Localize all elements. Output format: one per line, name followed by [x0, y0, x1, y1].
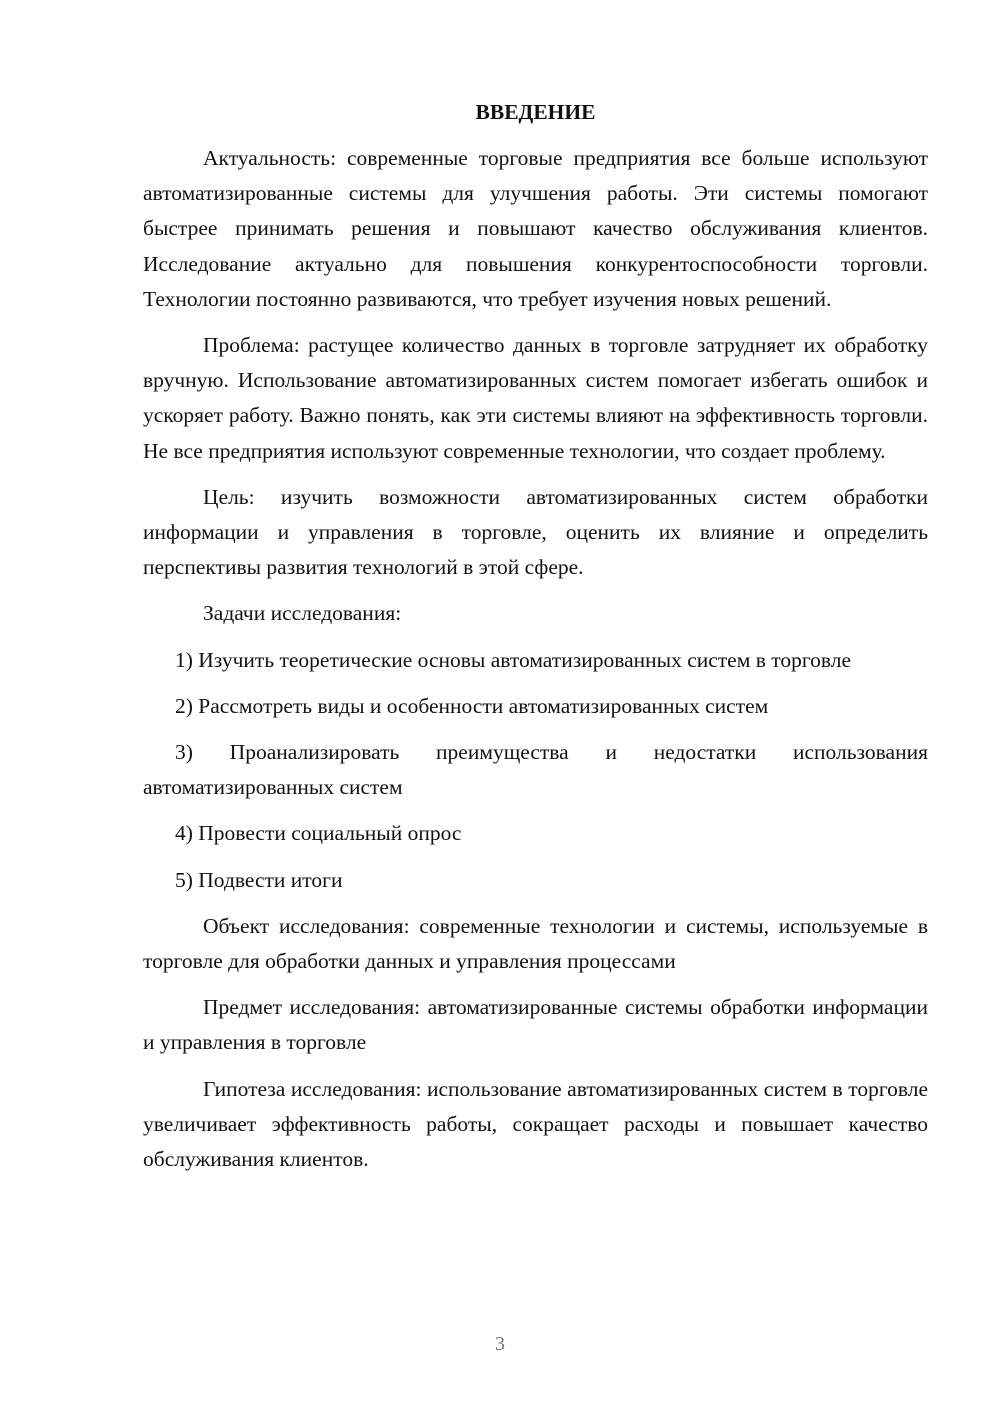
task-item-5: 5) Подвести итоги: [175, 867, 343, 892]
page-number: 3: [495, 1333, 505, 1355]
tasks-heading: Задачи исследования:: [203, 601, 402, 626]
object-paragraph: Объект исследования: современные технологии и системы, используемые в торговле для обработки данных и управления процессами: [143, 913, 928, 974]
task-item-3: 3) Проанализировать преимущества и недостатки использования автоматизированных систем: [143, 740, 928, 800]
hypothesis-paragraph: Гипотеза исследования: использование автоматизированных систем в торговле увеличивает эффективность работы, сокращает расходы и повышает качество обслуживания клиентов.: [143, 1076, 928, 1172]
page-content: [143, 97, 928, 1188]
problem-paragraph: Проблема: растущее количество данных в торговле затрудняет их обработку вручную. Использование автоматизированных систем помогает избегать ошибок и ускоряет работу. Важно понять, как эти системы влияют на эффективность торговли. Не все предприятия используют современные технологии, что создает проблему.: [143, 333, 928, 463]
goal-paragraph: Цель: изучить возможности автоматизированных систем обработки информации и управления в торговле, оценить их влияние и определить перспективы развития технологий в этой сфере.: [143, 484, 928, 580]
relevance-paragraph: Актуальность: современные торговые предприятия все больше используют автоматизированные системы для улучшения работы. Эти системы помогают быстрее принимать решения и повышают качество обслуживания клиентов. Исследование актуально для повышения конкурентоспособности торговли. Технологии постоянно развиваются, что требует изучения новых решений.: [143, 146, 928, 311]
task-item-1: 1) Изучить теоретические основы автоматизированных систем в торговле: [175, 647, 852, 672]
task-item-4: 4) Провести социальный опрос: [175, 821, 462, 846]
task-item-2: 2) Рассмотреть виды и особенности автоматизированных систем: [175, 693, 769, 718]
section-title: ВВЕДЕНИЕ: [475, 100, 596, 124]
subject-paragraph: Предмет исследования: автоматизированные системы обработки информации и управления в торговле: [143, 995, 928, 1055]
